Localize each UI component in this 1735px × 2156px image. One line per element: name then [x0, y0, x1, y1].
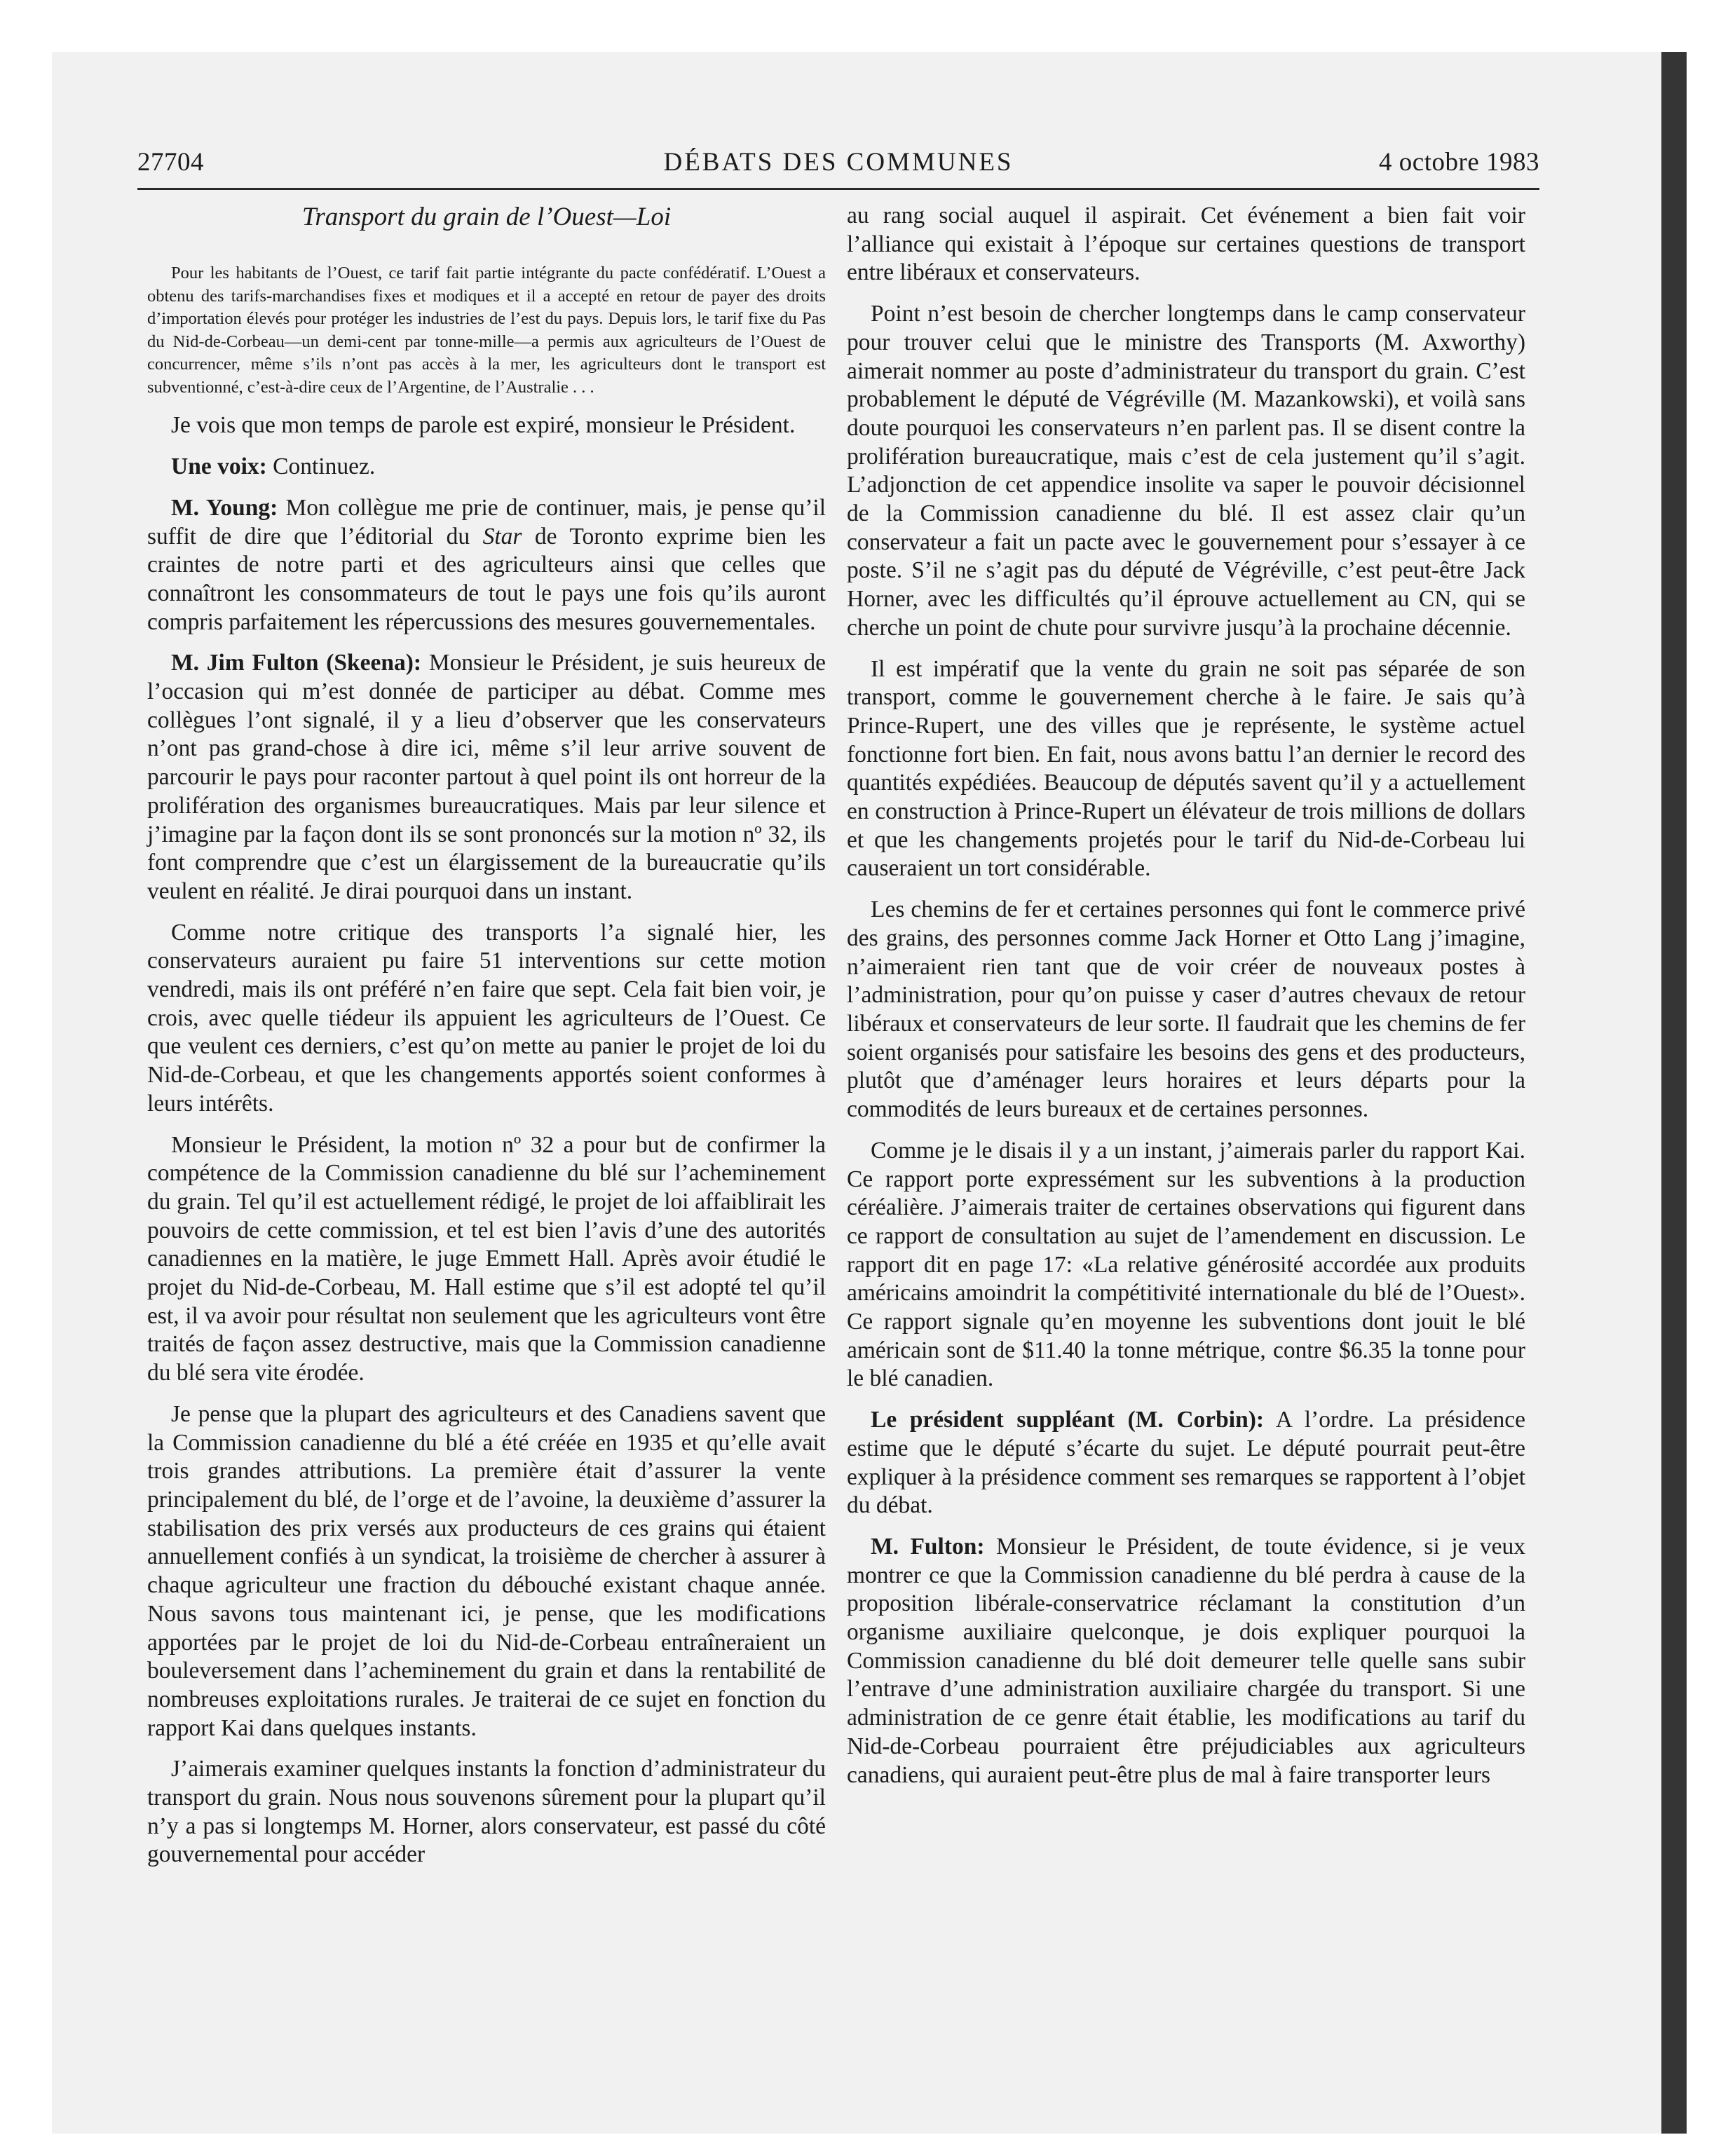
paragraph: Il est impératif que la vente du grain ne soit pas séparée de son transport, comme le gouvernement cherche à le faire. Je sais qu’à Prince-Rupert, une des villes que je représente, le système actuel fonctionne fort bien. En fait, nous avons battu l’an dernier le record des quantités expédiées. Beaucoup de députés savent qu’il y a actuellement en construction à Prince-Rupert un élévateur de trois millions de dollars et que les changements projetés pour le tarif du Nid-de-Corbeau lui causeraient un tort considérable.: [847, 655, 1525, 882]
paragraph: Monsieur le Président, la motion nº 32 a pour but de confirmer la compétence de la Commission canadienne du blé sur l’acheminement du grain. Tel qu’il est actuellement rédigé, le projet de loi affaiblirait les pouvoirs de cette commission, et tel est bien l’avis d’une des autorités canadiennes en la matière, le juge Emmett Hall. Après avoir étudié le projet du Nid-de-Corbeau, M. Hall estime que s’il est adopté tel qu’il est, il va avoir pour résultat non seulement que les agriculteurs vont être traités de façon assez destructive, mais que la Commission canadienne du blé sera vite érodée.: [147, 1131, 826, 1386]
paragraph: Comme notre critique des transports l’a signalé hier, les conservateurs auraient pu faire 51 interventions sur cette motion vendredi, mais ils ont préféré n’en faire que sept. Cela fait bien voir, je crois, avec quelle tiédeur ils appuient les agriculteurs de l’Ouest. Ce que veulent ces derniers, c’est qu’on mette au panier le projet de loi du Nid-de-Corbeau, et que les changements apportés soient conformes à leurs intérêts.: [147, 919, 826, 1117]
paragraph: [147, 494, 826, 637]
paragraph: Point n’est besoin de chercher longtemps dans le camp conservateur pour trouver celui que le ministre des Transports (M. Axworthy) aimerait nommer au poste d’administrateur du transport du grain. C’est probablement le député de Végréville (M. Mazankowski), et voilà sans doute pourquoi les conservateurs n’en parlent pas. Il se disent contre la prolifération bureaucratique, mais c’est de cela justement qu’il s’agit. L’adjonction de cet appendice insolite va saper le pouvoir décisionnel de la Commission canadienne du blé. Il est assez clair qu’un conservateur a fait un pacte avec le gouvernement pour s’essayer à ce poste. S’il ne s’agit pas du député de Végréville, c’est peut-être Jack Horner, avec les difficultés qu’il éprouve actuellement au CN, qui se cherche un point de chute pour survivre jusqu’à la prochaine décennie.: [847, 301, 1525, 641]
speech-text: A l’ordre. La présidence estime que le député s’écarte du sujet. Le député pourrait peut-être expliquer à la présidence comment ses remarques se rapportent à l’objet du débat.: [847, 1407, 1525, 1519]
page-header: [137, 146, 1539, 190]
paragraph: au rang social auquel il aspirait. Cet événement a bien fait voir l’alliance qui existait à l’époque sur certaines questions de transport entre libéraux et conservateurs.: [847, 203, 1525, 286]
page-date: 4 octobre 1983: [1379, 148, 1539, 177]
paragraph: [147, 649, 826, 906]
speaker-name: M. Fulton:: [871, 1533, 985, 1560]
paragraph: J’aimerais examiner quelques instants la fonction d’administrateur du transport du grain. Nous nous souvenons sûrement pour la plupart qu’il n’y a pas si longtemps M. Horner, alors conservateur, est passé du côté gouvernemental pour accéder: [147, 1756, 826, 1868]
paragraph: [847, 1533, 1525, 1789]
paragraph: [147, 453, 826, 482]
right-column: [847, 202, 1525, 1802]
paragraph: Comme je le disais il y a un instant, j’aimerais parler du rapport Kai. Ce rapport porte expressément sur les subventions à la production céréalière. J’aimerais traiter de certaines observations qui figurent dans ce rapport de consultation au sujet de l’amendement en discussion. Le rapport dit en page 17: «La relative générosité accordée aux produits américains amoindrit la compétitivité internationale du blé de l’Ouest». Ce rapport signale qu’en moyenne les subventions dont jouit le blé américain sont de $11.40 la tonne métrique, contre $6.35 la tonne pour le blé canadien.: [847, 1137, 1525, 1392]
scan-edge: [1661, 52, 1687, 2134]
speech-text: de Toronto exprime bien les craintes de notre parti et des agriculteurs ainsi que celles que connaîtront les consommateurs de tout le pays une fois qu’ils auront compris parfaitement les répercussions des mesures gouvernementales.: [147, 523, 826, 635]
paragraph: [847, 1406, 1525, 1520]
page-number: 27704: [137, 148, 204, 177]
quoted-editorial: Pour les habitants de l’Ouest, ce tarif fait partie intégrante du pacte confédératif. L’Ouest a obtenu des tarifs-marchandises fixes et modiques et il a accepté en retour de payer des droits d’importation élevés pour protéger les industries de l’est du pays. Depuis lors, le tarif fixe du Pas du Nid-de-Corbeau—un demi-cent par tonne-mille—a permis aux agriculteurs de l’Ouest de concurrencer, même s’ils n’ont pas accès à la mer, les agriculteurs dont le transport est subventionné, c’est-à-dire ceux de l’Argentine, de l’Australie . . .: [147, 264, 826, 397]
publication-title: DÉBATS DES COMMUNES: [663, 148, 1014, 177]
paragraph: Les chemins de fer et certaines personnes qui font le commerce privé des grains, des personnes comme Jack Horner et Otto Lang j’imagine, n’aimeraient rien tant que de voir créer de nouveaux postes à l’administration, pour qu’on puisse y caser d’autres chevaux de retour libéraux et conservateurs de leur sorte. Il faudrait que les chemins de fer soient organisés pour satisfaire les besoins des gens et des producteurs, plutôt que d’aménager leurs horaires et leurs départs pour la commodités de leurs bureaux et de certaines personnes.: [847, 896, 1525, 1123]
newspaper-name: Star: [482, 523, 522, 550]
speech-text: Continuez.: [266, 453, 376, 480]
left-column: [147, 202, 826, 1882]
section-title: Transport du grain de l’Ouest—Loi: [301, 203, 672, 231]
speech-text: Mon collègue me prie de continuer, mais, je pense qu’il suffit de dire que l’éditorial du: [147, 494, 826, 550]
speech-text: Monsieur le Président, de toute évidence, si je veux montrer ce que la Commission canadienne du blé perdra à cause de la proposition libérale-conservatrice réclamant la constitution d’un organisme auxiliaire quelconque, je dois expliquer pourquoi la Commission canadienne du blé doit demeurer telle quelle sans subir l’entrave d’une administration auxiliaire chargée du transport. Si une administration de ce genre était établie, les modifications au tarif du Nid-de-Corbeau pourraient être préjudiciables aux agriculteurs canadiens, qui auraient peut-être plus de mal à faire transporter leurs: [847, 1533, 1525, 1788]
speaker-name: M. Jim Fulton (Skeena):: [171, 650, 422, 676]
paragraph: Je pense que la plupart des agriculteurs et des Canadiens savent que la Commission canadienne du blé a été créée en 1935 et qu’elle avait trois grandes attributions. La première était d’assurer la vente principalement du blé, de l’orge et de l’avoine, la deuxième d’assurer la stabilisation des prix versés aux producteurs de ces grains qui étaient annuellement confiés à un syndicat, la troisième de chercher à assurer à chaque agriculteur une fraction du débouché existant chaque année. Nous savons tous maintenant ici, je pense, que les modifications apportées par le projet de loi du Nid-de-Corbeau entraîneraient un bouleversement dans l’acheminement du grain et dans la rentabilité de nombreuses exploitations rurales. Je traiterai de ce sujet en fonction du rapport Kai dans quelques instants.: [147, 1400, 826, 1741]
speaker-name: Le président suppléant (M. Corbin):: [871, 1407, 1265, 1433]
speaker-name: M. Young:: [171, 494, 278, 521]
speaker-name: Une voix:: [171, 453, 267, 480]
speech-text: Monsieur le Président, je suis heureux de l’occasion qui m’est donnée de participer au débat. Comme mes collègues l’ont signalé, il y a lieu d’observer que les conservateurs n’ont pas grand-chose à dire ici, même s’il leur arrive souvent de parcourir le pays pour raconter partout à quel point ils ont horreur de la prolifération des organismes bureaucratiques. Mais par leur silence et j’imagine par la façon dont ils se sont prononcés sur la motion nº 32, ils font comprendre que c’est un élargissement de la bureaucratie qu’ils veulent en réalité. Je dirai pourquoi dans un instant.: [147, 650, 826, 904]
paragraph: Je vois que mon temps de parole est expiré, monsieur le Président.: [171, 412, 796, 439]
